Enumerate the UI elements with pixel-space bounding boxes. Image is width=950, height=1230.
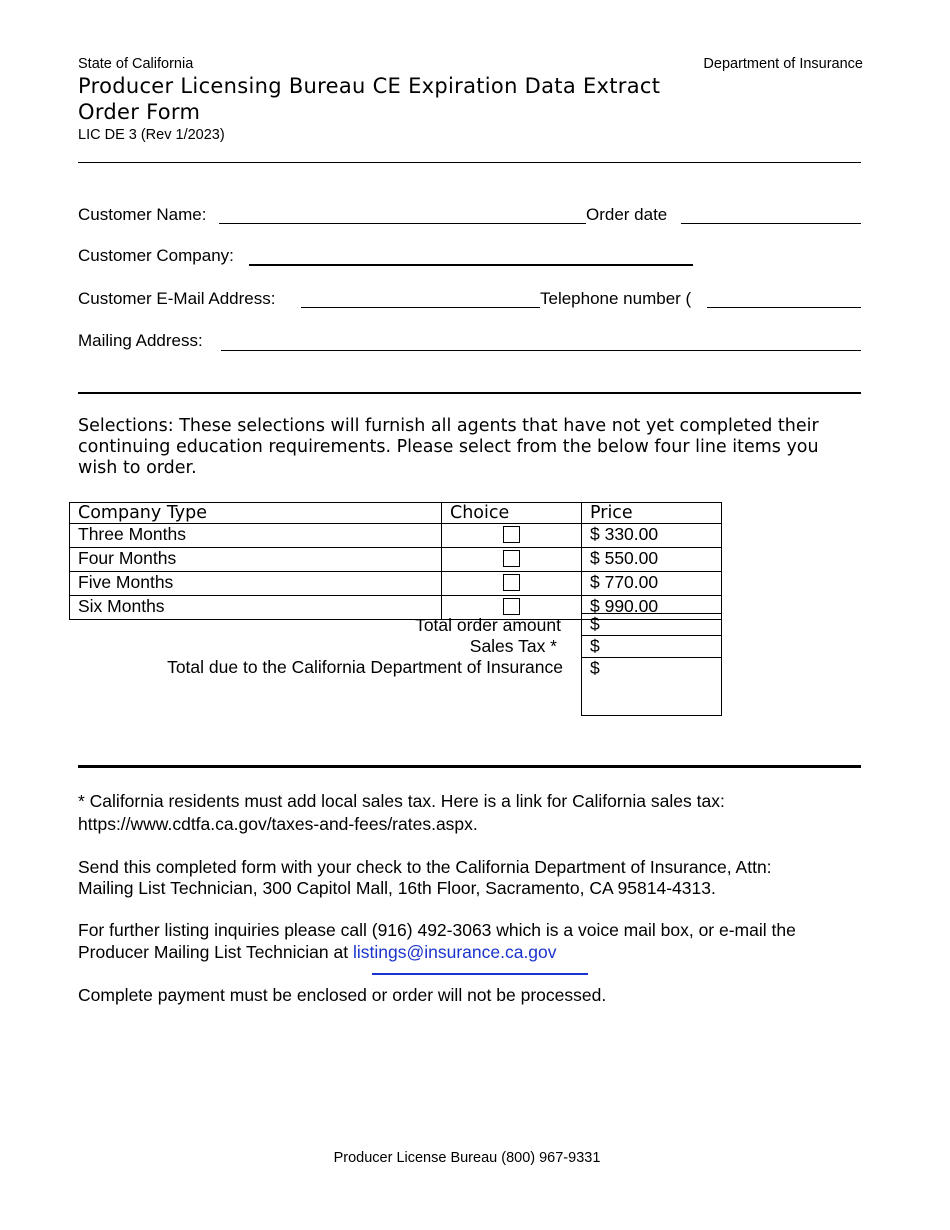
currency-symbol: $ bbox=[590, 658, 600, 678]
email-link-underline bbox=[372, 973, 588, 975]
row-type: Six Months bbox=[70, 596, 442, 620]
mailing-address-field[interactable] bbox=[221, 350, 861, 351]
order-date-field[interactable] bbox=[681, 223, 861, 224]
row-price: $ 990.00 bbox=[582, 596, 722, 620]
tax-note-line2: https://www.cdtfa.ca.gov/taxes-and-fees/rates.aspx. bbox=[78, 814, 478, 834]
tax-note-line1: * California residents must add local sales tax. Here is a link for California sales tax: bbox=[78, 791, 725, 811]
form-number: LIC DE 3 (Rev 1/2023) bbox=[78, 127, 225, 143]
sales-tax-field[interactable] bbox=[581, 635, 722, 658]
customer-name-field[interactable] bbox=[219, 223, 586, 224]
email-label: Customer E-Mail Address: bbox=[78, 289, 276, 308]
customer-company-field[interactable] bbox=[249, 264, 693, 266]
section-divider bbox=[78, 765, 861, 768]
currency-symbol: $ bbox=[590, 614, 600, 634]
header-company-type: Company Type bbox=[70, 503, 442, 524]
mailing-address-line2[interactable] bbox=[78, 392, 861, 394]
order-date-label: Order date bbox=[586, 205, 668, 224]
table-row bbox=[70, 548, 722, 572]
inquiry-line2: Producer Mailing List Technician at bbox=[78, 942, 353, 962]
footer-contact: Producer License Bureau (800) 967-9331 bbox=[333, 1150, 601, 1166]
total-due-label: Total due to the California Department of Insurance bbox=[167, 657, 563, 677]
send-instructions-line2: Mailing List Technician, 300 Capitol Mall, 16th Floor, Sacramento, CA 95814-4313. bbox=[78, 878, 716, 898]
email-link[interactable]: listings@insurance.ca.gov bbox=[352, 942, 557, 962]
form-title-line1: Producer Licensing Bureau CE Expiration Data Extract bbox=[78, 74, 661, 98]
row-type: Five Months bbox=[70, 572, 442, 596]
mailing-address-label: Mailing Address: bbox=[78, 331, 203, 350]
six-months-checkbox[interactable] bbox=[503, 598, 520, 615]
row-price: $ 770.00 bbox=[582, 572, 722, 596]
table-row bbox=[70, 572, 722, 596]
total-due-field[interactable] bbox=[581, 657, 722, 716]
email-field[interactable] bbox=[301, 307, 540, 308]
header-price: Price bbox=[582, 503, 722, 524]
department-label: Department of Insurance bbox=[703, 56, 863, 72]
total-order-field[interactable] bbox=[581, 613, 722, 636]
customer-company-label: Customer Company: bbox=[78, 246, 234, 265]
payment-note: Complete payment must be enclosed or order will not be processed. bbox=[78, 985, 607, 1005]
telephone-label: Telephone number ( bbox=[540, 289, 692, 308]
row-type: Three Months bbox=[70, 524, 442, 548]
row-price: $ 550.00 bbox=[582, 548, 722, 572]
row-type: Four Months bbox=[70, 548, 442, 572]
five-months-checkbox[interactable] bbox=[503, 574, 520, 591]
sales-tax-label: Sales Tax * bbox=[469, 636, 557, 656]
state-label: State of California bbox=[78, 56, 194, 72]
table-header-row bbox=[70, 503, 722, 524]
row-price: $ 330.00 bbox=[582, 524, 722, 548]
telephone-field[interactable] bbox=[707, 307, 861, 308]
currency-symbol: $ bbox=[590, 636, 600, 656]
form-title-line2: Order Form bbox=[78, 100, 201, 124]
table-row bbox=[70, 524, 722, 548]
total-order-label: Total order amount bbox=[415, 615, 561, 635]
selection-table bbox=[69, 502, 722, 620]
selections-instructions: Selections: These selections will furnish all agents that have not yet completed their continuing education requirements. Please select from the below four line items you wish to order. bbox=[78, 416, 819, 478]
send-instructions-line1: Send this completed form with your check to the California Department of Insurance, Attn: bbox=[78, 857, 772, 877]
header-divider bbox=[78, 162, 861, 163]
four-months-checkbox[interactable] bbox=[503, 550, 520, 567]
inquiry-line1: For further listing inquiries please call (916) 492-3063 which is a voice mail box, or e-mail the bbox=[78, 920, 796, 940]
three-months-checkbox[interactable] bbox=[503, 526, 520, 543]
customer-name-label: Customer Name: bbox=[78, 205, 207, 224]
header-choice: Choice bbox=[442, 503, 582, 524]
